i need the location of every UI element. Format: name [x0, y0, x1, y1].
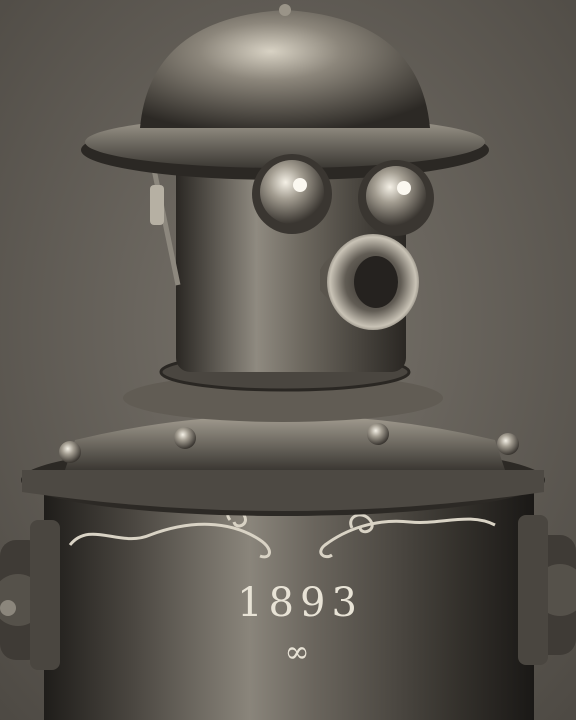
engraved-infinity-symbol: ∞ — [284, 635, 316, 670]
engraved-year: 1893 — [237, 580, 363, 626]
robot-body — [30, 490, 548, 720]
bolt — [59, 441, 81, 463]
bolt — [367, 423, 389, 445]
right-eye-bolt — [358, 160, 434, 236]
bolt — [174, 427, 196, 449]
left-eye-bolt — [252, 154, 332, 234]
bolt — [497, 433, 519, 455]
